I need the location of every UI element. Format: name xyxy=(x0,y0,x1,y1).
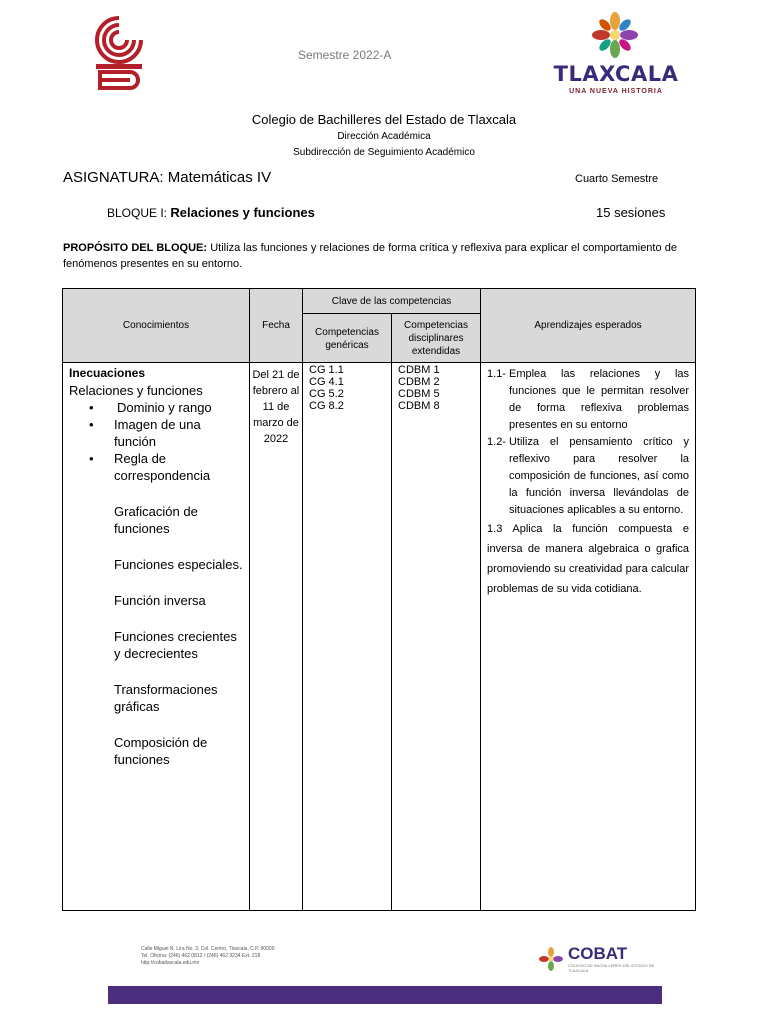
footer-address: Calle Miguel N. Lira No. 3, Col. Centro, Tlaxcala, C.P. 90000 Tel. Oficina: (246) 462 0812 / (246) 462 3234 Ext. 218 http://cobatlaxcala.edu.mx xyxy=(141,946,275,966)
list-item: • Imagen de una función xyxy=(89,417,201,449)
cell-conocimientos xyxy=(63,363,250,911)
purpose-text: Utiliza las funciones y relaciones de forma crítica y reflexiva para explicar el comportamiento de fenómenos presentes en su entorno. xyxy=(63,242,678,270)
list-item: • Regla de correspondencia xyxy=(89,451,211,483)
topic-title: Inecuaciones xyxy=(69,366,146,380)
list-item: 1.2- Utiliza el pensamiento crítico y reflexivo para resolver la composición de funciones, así como la función inversa llevándolas de situaciones aplicables a su entorno. xyxy=(487,436,690,516)
footer-bar xyxy=(108,986,662,1004)
semester-label: Semestre 2022-A xyxy=(298,48,392,62)
subject-title: ASIGNATURA: Matemáticas IV xyxy=(63,169,272,186)
list-item: CG 8.2 xyxy=(309,400,344,412)
flower-emblem-icon xyxy=(590,10,640,60)
list-item: CG 5.2 xyxy=(309,388,344,400)
institution-name: Colegio de Bachilleres del Estado de Tlaxcala xyxy=(251,112,517,127)
cobat-wordmark: COBAT xyxy=(568,944,628,963)
purpose-label: PROPÓSITO DEL BLOQUE: xyxy=(63,242,208,254)
subdirection-name: Subdirección de Seguimiento Académico xyxy=(293,147,475,158)
competencies-table xyxy=(62,288,696,911)
cell-aprendizajes xyxy=(481,363,696,911)
header-disciplinares: Competencias disciplinares extendidas xyxy=(392,314,481,363)
tlaxcala-tagline: UNA NUEVA HISTORIA xyxy=(569,88,663,95)
cobat-footer-logo xyxy=(538,944,668,974)
list-item: Composición de funciones xyxy=(114,735,208,767)
list-item: 1.3 Aplica la función compuesta e inversa de manera algebraica o grafica promoviendo su creatividad para calcular problemas de su vida cotidiana. xyxy=(487,523,690,595)
list-item: • Dominio y rango xyxy=(89,400,212,415)
header-conocimientos: Conocimientos xyxy=(63,289,250,363)
list-item: Funciones crecientes y decrecientes xyxy=(114,629,237,661)
list-item: CG 1.1 xyxy=(309,364,344,376)
list-item: CDBM 1 xyxy=(398,364,440,376)
cobat-tagline: COLEGIO DE BACHILLERES DEL ESTADO DE TLAXCALA xyxy=(568,963,655,973)
block-title xyxy=(107,205,315,220)
block-prefix: BLOQUE I: xyxy=(107,206,171,220)
list-item: CG 4.1 xyxy=(309,376,344,388)
header-genericas: Competencias genéricas xyxy=(303,314,392,363)
list-item: Función inversa xyxy=(114,593,206,608)
bullet-icon: • xyxy=(89,451,94,466)
list-item: CDBM 5 xyxy=(398,388,440,400)
list-item: Graficación de funciones xyxy=(114,504,198,536)
bullet-icon: • xyxy=(89,417,94,432)
flower-emblem-icon xyxy=(538,946,564,972)
header-clave: Clave de las competencias xyxy=(303,289,481,314)
list-item: Transformaciones gráficas xyxy=(114,682,218,714)
list-item: 1.1- Emplea las relaciones y las funciones que le permitan resolver de forma reflexiva problemas presentes en su entorno xyxy=(487,368,690,431)
tlaxcala-logo xyxy=(546,10,686,96)
bullet-icon: • xyxy=(89,400,94,415)
cobat-emblem-logo xyxy=(88,12,150,92)
header-fecha: Fecha xyxy=(250,289,303,363)
list-item: Funciones especiales. xyxy=(114,557,243,572)
semester-level: Cuarto Semestre xyxy=(575,173,659,185)
block-purpose xyxy=(63,240,677,272)
cell-disciplinares xyxy=(392,363,481,911)
sessions-count: 15 sesiones xyxy=(596,205,666,220)
list-item: CDBM 8 xyxy=(398,400,440,412)
cell-fecha: Del 21 de febrero al 11 de marzo de 2022 xyxy=(250,363,303,911)
block-name: Relaciones y funciones xyxy=(170,205,315,220)
direction-name: Dirección Académica xyxy=(337,131,431,142)
cell-genericas xyxy=(303,363,392,911)
header-aprendizajes: Aprendizajes esperados xyxy=(481,289,696,363)
topic-subtitle: Relaciones y funciones xyxy=(69,383,203,398)
tlaxcala-wordmark: TLAXCALA xyxy=(553,62,679,86)
list-item: CDBM 2 xyxy=(398,376,440,388)
